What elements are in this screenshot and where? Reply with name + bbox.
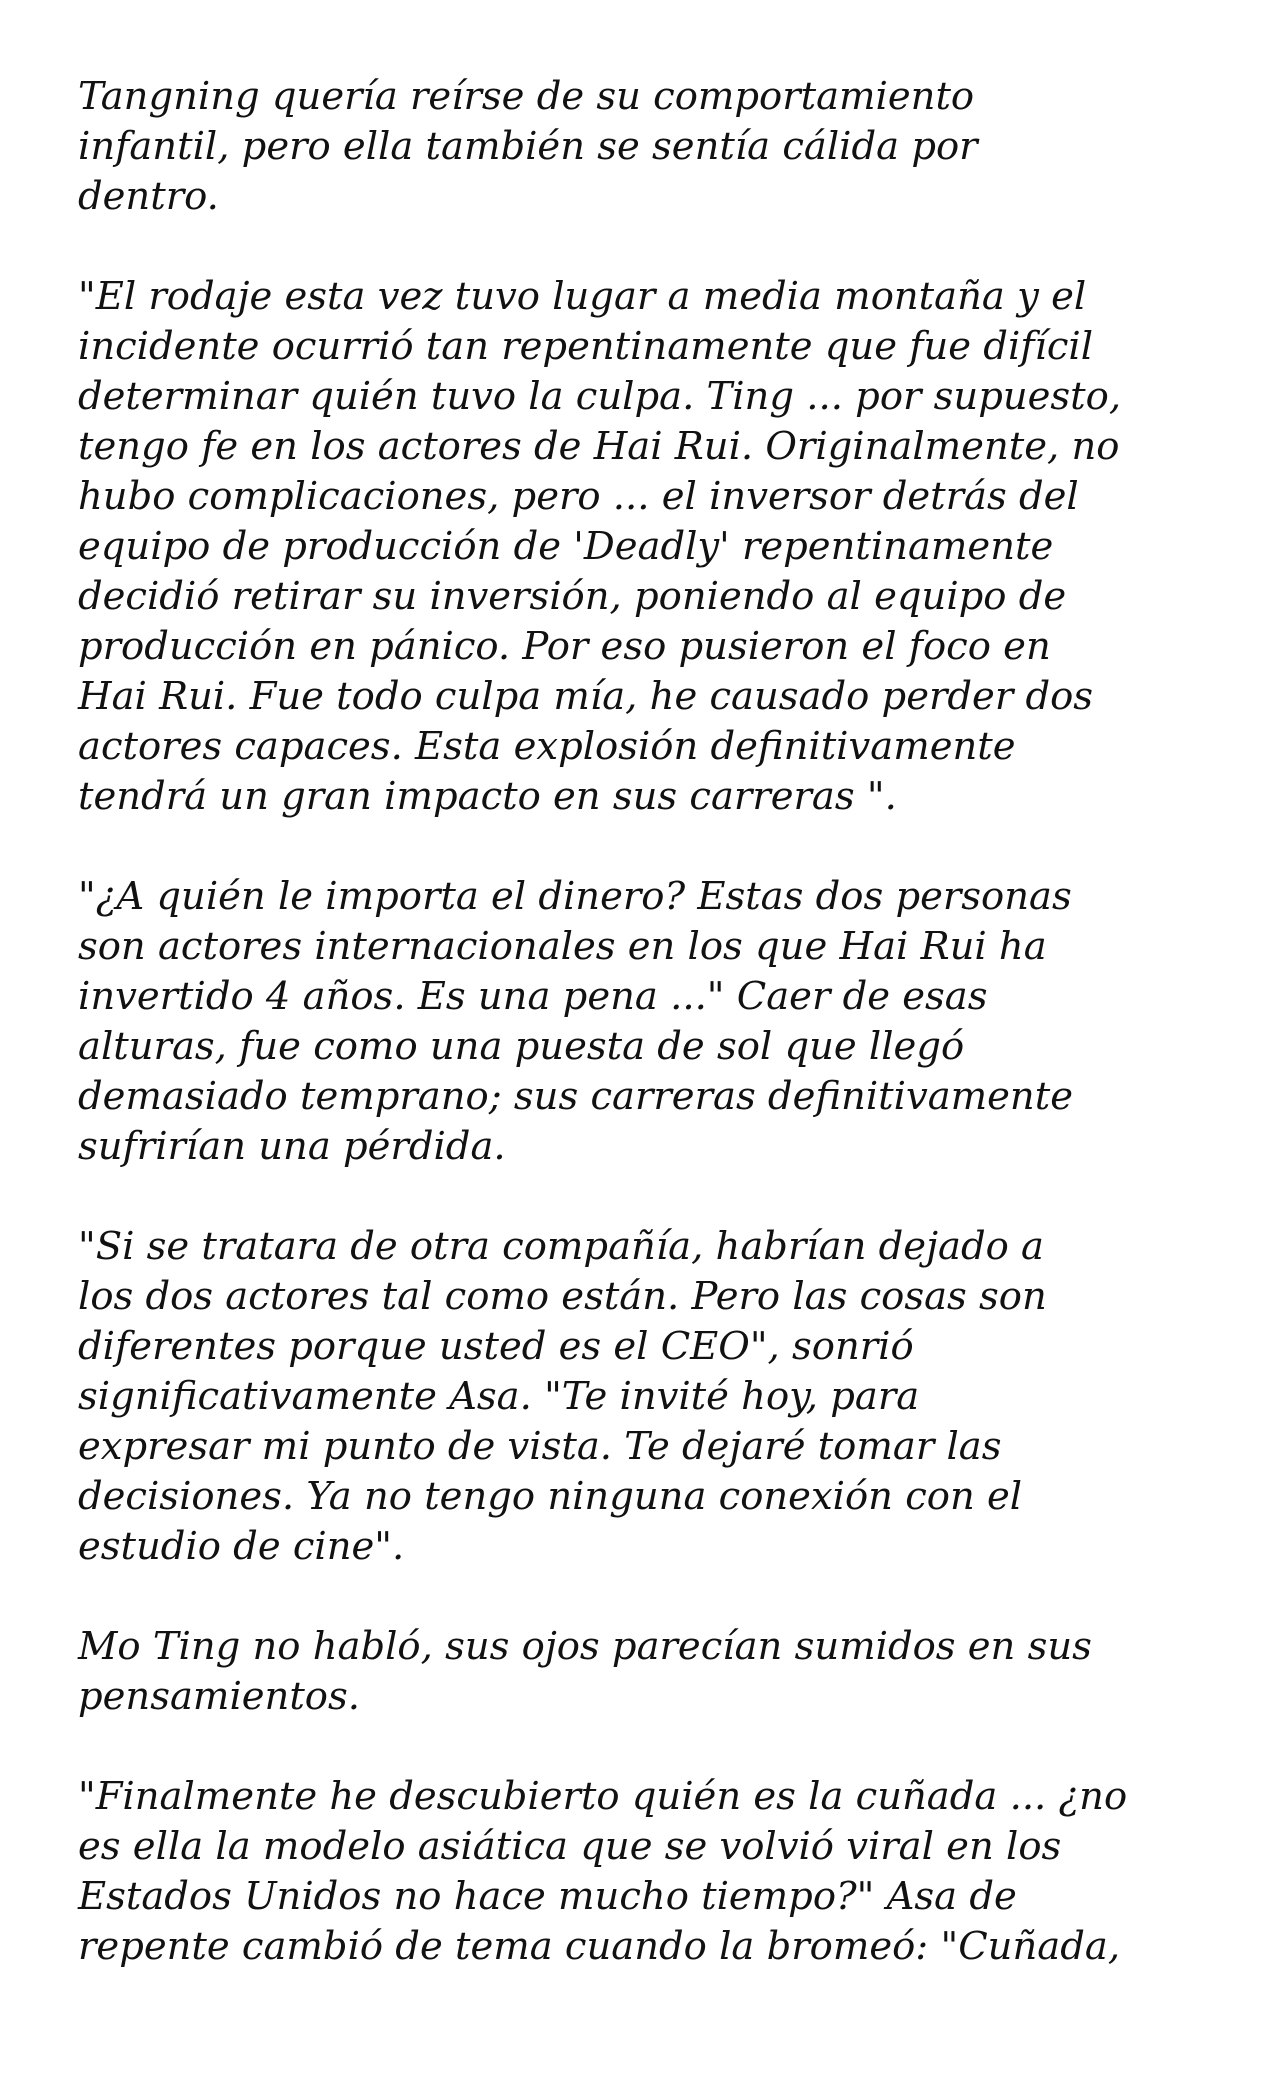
- paragraph-6: "Finalmente he descubierto quién es la cuñada ... ¿no es ella la modelo asiática que se volvió viral en los Estados Unidos no hace mucho tiempo?" Asa de repente cambió de tema cuando la bromeó: "Cuñada,: [78, 1774, 1128, 1969]
- paragraph-1: Tangning quería reírse de su comportamiento infantil, pero ella también se sentía cálida por dentro.: [78, 74, 978, 219]
- paragraph-4: "Si se tratara de otra compañía, habrían dejado a los dos actores tal como están. Pero las cosas son diferentes porque usted es el CEO", sonrió significativamente Asa. "Te invité hoy, para expresar mi punto de vista. Te dejaré tomar las decisiones. Ya no tengo ninguna conexión con el estudio de cine".: [78, 1224, 1047, 1569]
- paragraph-5: Mo Ting no habló, sus ojos parecían sumidos en sus pensamientos.: [78, 1624, 1092, 1719]
- paragraph-2: "El rodaje esta vez tuvo lugar a media montaña y el incidente ocurrió tan repentinamente que fue difícil determinar quién tuvo la culpa. Ting ... por supuesto, tengo fe en los actores de Hai Rui. Originalmente, no hubo complicaciones, pero ... el inversor detrás del equipo de producción de 'Deadly' repentinamente decidió retirar su inversión, poniendo al equipo de producción en pánico. Por eso pusieron el foco en Hai Rui. Fue todo culpa mía, he causado perder dos actores capaces. Esta explosión definitivamente tendrá un gran impacto en sus carreras ".: [78, 274, 1122, 819]
- document-body: [78, 72, 1228, 2022]
- paragraph-3: "¿A quién le importa el dinero? Estas dos personas son actores internacionales en los que Hai Rui ha invertido 4 años. Es una pena ..." Caer de esas alturas, fue como una puesta de sol que llegó demasiado temprano; sus carreras definitivamente sufrirían una pérdida.: [78, 874, 1073, 1169]
